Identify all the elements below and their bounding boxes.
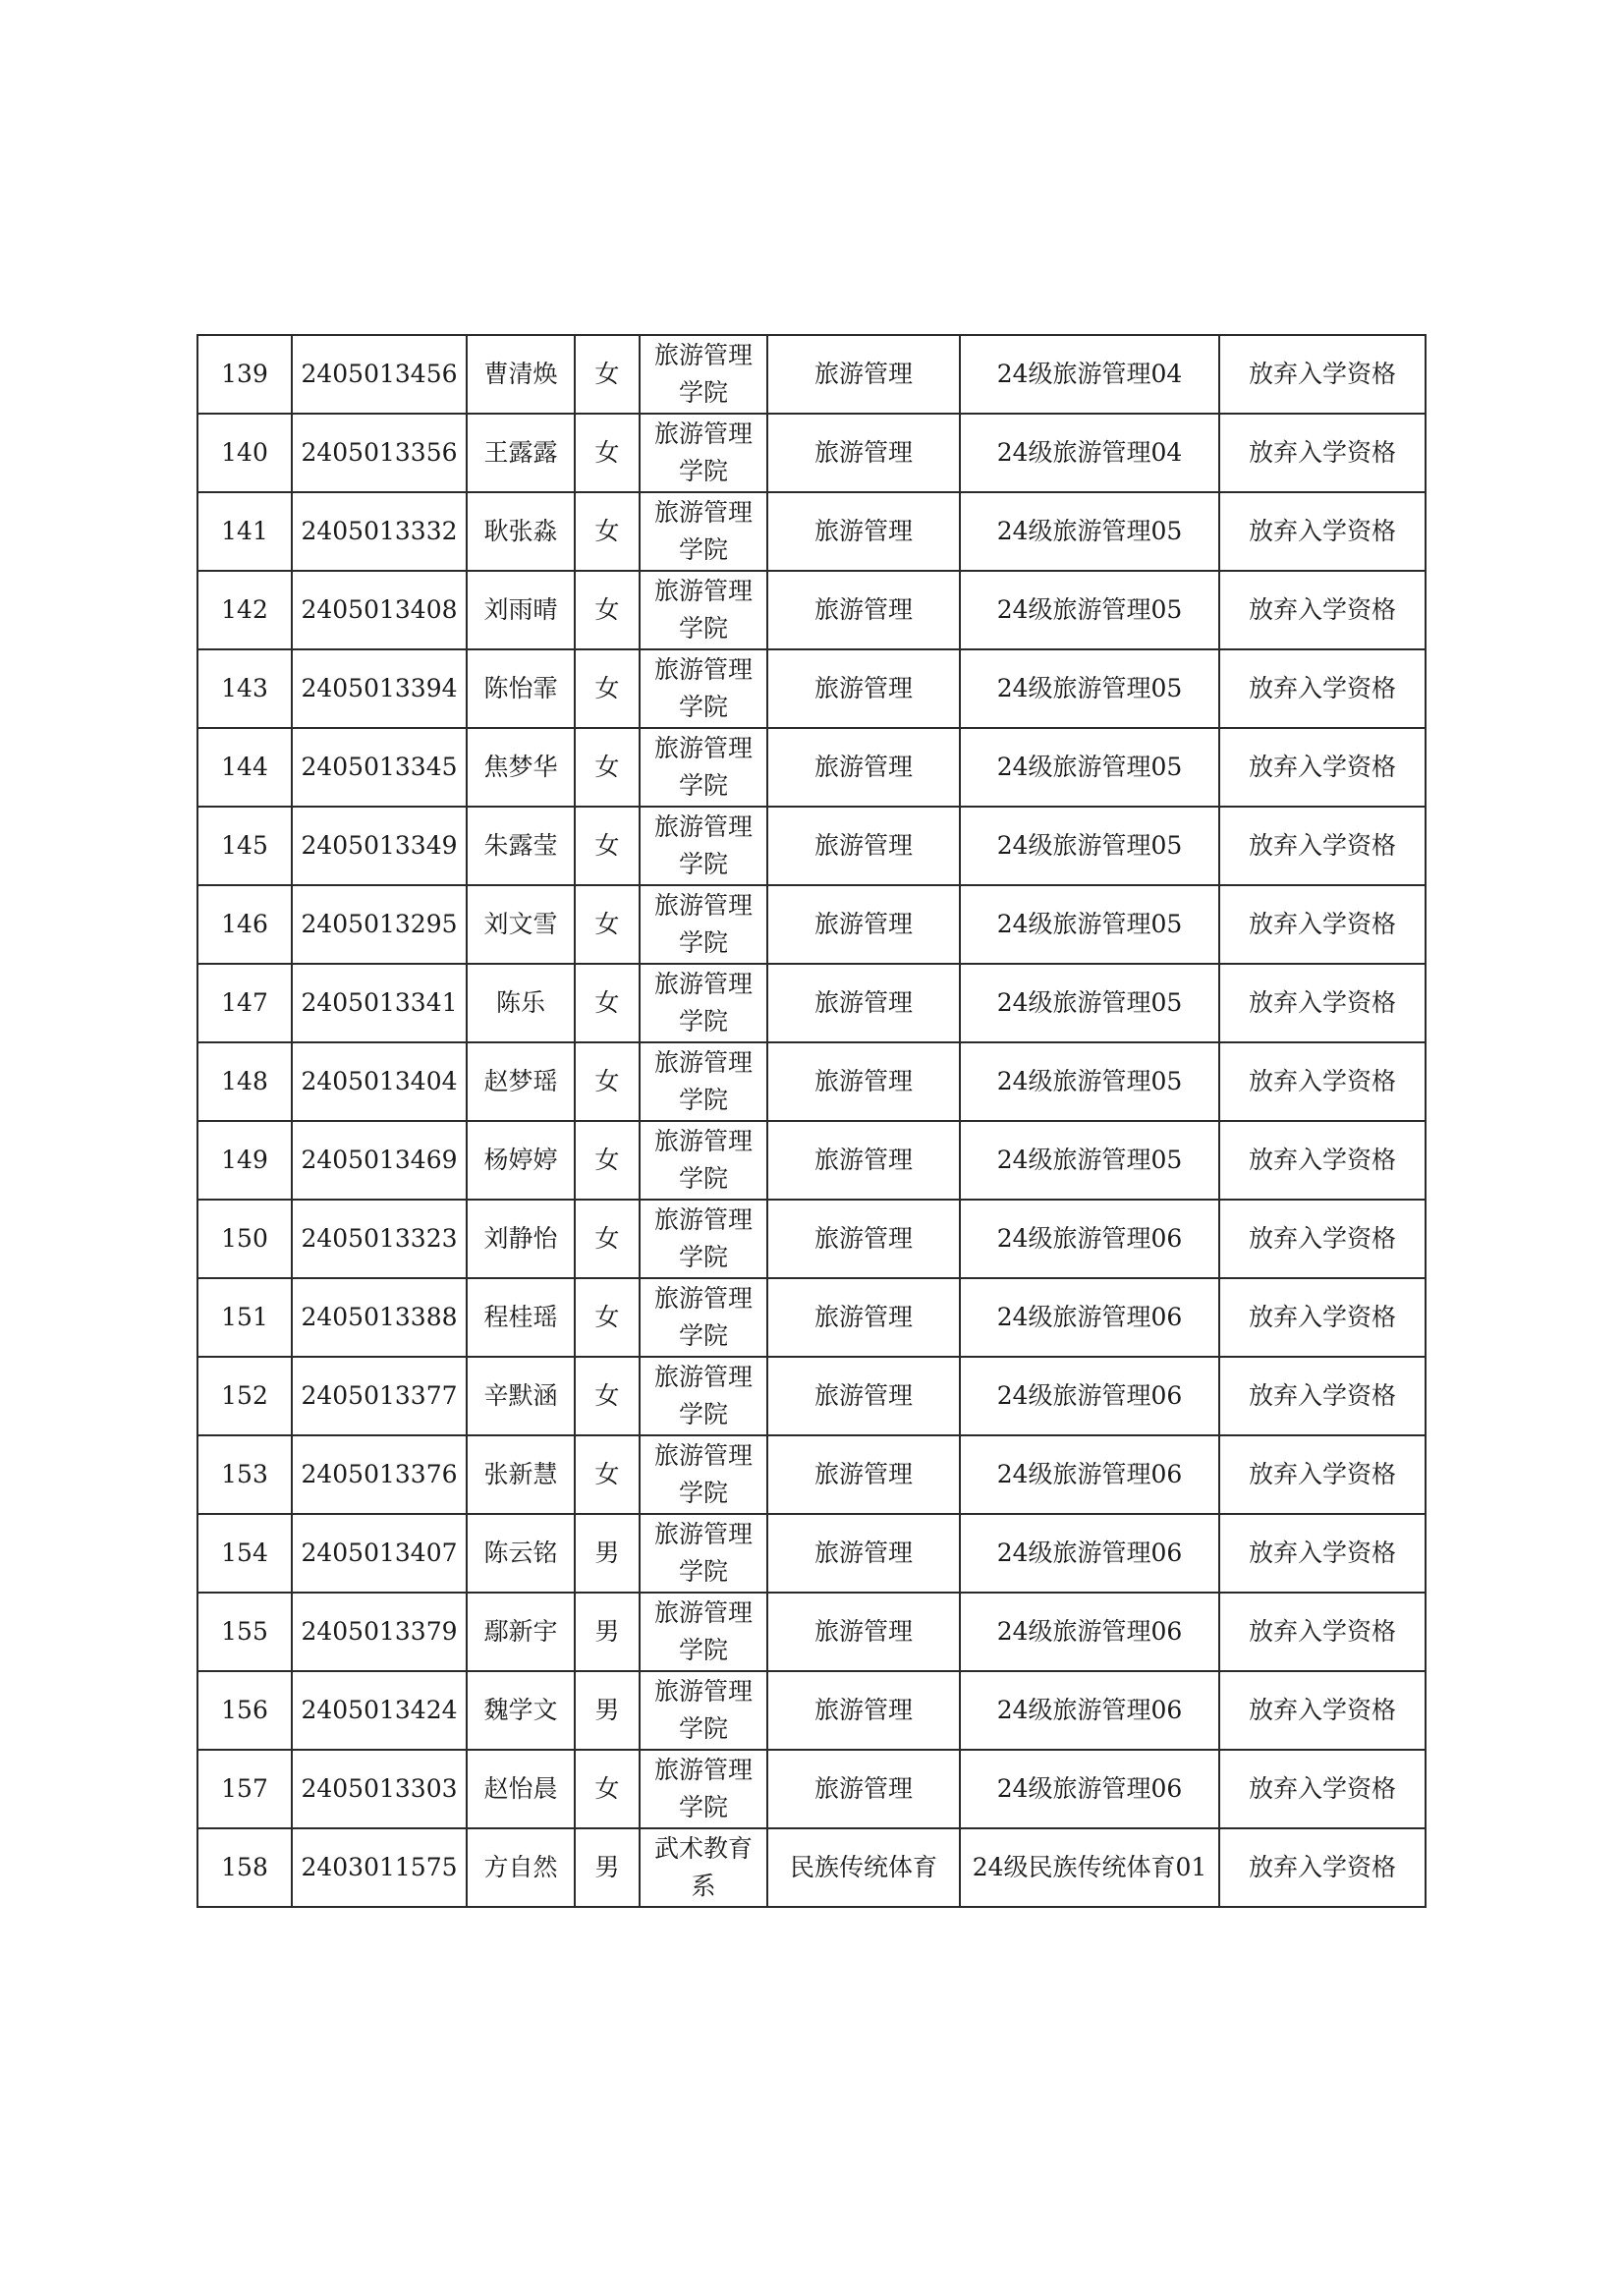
major-cell: 旅游管理 [767,1514,960,1593]
major-cell: 民族传统体育 [767,1828,960,1907]
status-cell: 放弃入学资格 [1219,1121,1426,1200]
class-name-cell: 24级旅游管理05 [960,807,1219,885]
status-cell: 放弃入学资格 [1219,964,1426,1042]
status-cell: 放弃入学资格 [1219,1671,1426,1750]
table-row [197,1435,1426,1514]
department-cell: 旅游管理学院 [640,1200,767,1278]
status-cell: 放弃入学资格 [1219,1593,1426,1671]
major-cell: 旅游管理 [767,1593,960,1671]
gender-cell: 女 [575,649,640,728]
status-cell: 放弃入学资格 [1219,807,1426,885]
table-row [197,728,1426,807]
status-cell: 放弃入学资格 [1219,1357,1426,1435]
row-number-cell: 142 [197,571,292,649]
table-row [197,649,1426,728]
row-number-cell: 153 [197,1435,292,1514]
student-id-cell: 2405013345 [292,728,467,807]
student-name-cell: 魏学文 [467,1671,575,1750]
student-id-cell: 2405013424 [292,1671,467,1750]
major-cell: 旅游管理 [767,492,960,571]
department-cell: 旅游管理学院 [640,1121,767,1200]
class-name-cell: 24级旅游管理05 [960,649,1219,728]
roster-body [197,335,1426,1907]
student-name-cell: 张新慧 [467,1435,575,1514]
row-number-cell: 155 [197,1593,292,1671]
gender-cell: 女 [575,1042,640,1121]
table-row [197,1357,1426,1435]
row-number-cell: 154 [197,1514,292,1593]
student-name-cell: 刘文雪 [467,885,575,964]
student-id-cell: 2405013295 [292,885,467,964]
table-row [197,964,1426,1042]
student-name-cell: 耿张淼 [467,492,575,571]
student-name-cell: 王露露 [467,414,575,492]
major-cell: 旅游管理 [767,1042,960,1121]
table-row [197,335,1426,414]
table-row [197,1042,1426,1121]
major-cell: 旅游管理 [767,1200,960,1278]
status-cell: 放弃入学资格 [1219,335,1426,414]
row-number-cell: 151 [197,1278,292,1357]
department-cell: 旅游管理学院 [640,1278,767,1357]
major-cell: 旅游管理 [767,335,960,414]
student-name-cell: 陈怡霏 [467,649,575,728]
status-cell: 放弃入学资格 [1219,1435,1426,1514]
department-cell: 旅游管理学院 [640,1593,767,1671]
department-cell: 旅游管理学院 [640,885,767,964]
major-cell: 旅游管理 [767,1357,960,1435]
student-id-cell: 2405013394 [292,649,467,728]
table-row [197,1828,1426,1907]
status-cell: 放弃入学资格 [1219,649,1426,728]
status-cell: 放弃入学资格 [1219,1278,1426,1357]
class-name-cell: 24级旅游管理06 [960,1200,1219,1278]
gender-cell: 女 [575,1750,640,1828]
row-number-cell: 140 [197,414,292,492]
class-name-cell: 24级旅游管理06 [960,1357,1219,1435]
department-cell: 旅游管理学院 [640,728,767,807]
student-id-cell: 2405013404 [292,1042,467,1121]
student-id-cell: 2405013303 [292,1750,467,1828]
gender-cell: 女 [575,1278,640,1357]
student-id-cell: 2405013341 [292,964,467,1042]
gender-cell: 女 [575,335,640,414]
status-cell: 放弃入学资格 [1219,492,1426,571]
status-cell: 放弃入学资格 [1219,1514,1426,1593]
class-name-cell: 24级旅游管理05 [960,1042,1219,1121]
status-cell: 放弃入学资格 [1219,728,1426,807]
table-row [197,492,1426,571]
table-row [197,1593,1426,1671]
major-cell: 旅游管理 [767,649,960,728]
student-id-cell: 2405013377 [292,1357,467,1435]
class-name-cell: 24级旅游管理06 [960,1514,1219,1593]
department-cell: 旅游管理学院 [640,1514,767,1593]
table-row [197,807,1426,885]
status-cell: 放弃入学资格 [1219,571,1426,649]
class-name-cell: 24级旅游管理06 [960,1750,1219,1828]
row-number-cell: 144 [197,728,292,807]
student-name-cell: 杨婷婷 [467,1121,575,1200]
student-name-cell: 方自然 [467,1828,575,1907]
table-row [197,1514,1426,1593]
gender-cell: 女 [575,414,640,492]
row-number-cell: 152 [197,1357,292,1435]
status-cell: 放弃入学资格 [1219,885,1426,964]
gender-cell: 女 [575,964,640,1042]
gender-cell: 男 [575,1593,640,1671]
department-cell: 旅游管理学院 [640,1435,767,1514]
department-cell: 旅游管理学院 [640,1750,767,1828]
student-id-cell: 2405013388 [292,1278,467,1357]
row-number-cell: 148 [197,1042,292,1121]
row-number-cell: 158 [197,1828,292,1907]
student-name-cell: 辛默涵 [467,1357,575,1435]
row-number-cell: 139 [197,335,292,414]
student-id-cell: 2405013323 [292,1200,467,1278]
student-name-cell: 鄢新宇 [467,1593,575,1671]
major-cell: 旅游管理 [767,1435,960,1514]
gender-cell: 女 [575,492,640,571]
student-id-cell: 2405013469 [292,1121,467,1200]
status-cell: 放弃入学资格 [1219,1042,1426,1121]
class-name-cell: 24级旅游管理06 [960,1278,1219,1357]
gender-cell: 男 [575,1514,640,1593]
major-cell: 旅游管理 [767,1121,960,1200]
class-name-cell: 24级旅游管理06 [960,1671,1219,1750]
major-cell: 旅游管理 [767,414,960,492]
student-id-cell: 2405013349 [292,807,467,885]
major-cell: 旅游管理 [767,807,960,885]
status-cell: 放弃入学资格 [1219,414,1426,492]
status-cell: 放弃入学资格 [1219,1200,1426,1278]
department-cell: 旅游管理学院 [640,571,767,649]
class-name-cell: 24级旅游管理04 [960,335,1219,414]
student-name-cell: 朱露莹 [467,807,575,885]
department-cell: 武术教育系 [640,1828,767,1907]
class-name-cell: 24级旅游管理05 [960,571,1219,649]
student-id-cell: 2405013408 [292,571,467,649]
gender-cell: 男 [575,1671,640,1750]
class-name-cell: 24级旅游管理04 [960,414,1219,492]
gender-cell: 女 [575,1357,640,1435]
class-name-cell: 24级旅游管理05 [960,964,1219,1042]
class-name-cell: 24级旅游管理06 [960,1593,1219,1671]
gender-cell: 女 [575,571,640,649]
class-name-cell: 24级旅游管理06 [960,1435,1219,1514]
department-cell: 旅游管理学院 [640,1042,767,1121]
department-cell: 旅游管理学院 [640,964,767,1042]
gender-cell: 女 [575,807,640,885]
student-id-cell: 2403011575 [292,1828,467,1907]
gender-cell: 男 [575,1828,640,1907]
row-number-cell: 147 [197,964,292,1042]
table-row [197,1750,1426,1828]
major-cell: 旅游管理 [767,571,960,649]
student-id-cell: 2405013379 [292,1593,467,1671]
gender-cell: 女 [575,728,640,807]
student-id-cell: 2405013456 [292,335,467,414]
student-name-cell: 赵梦瑶 [467,1042,575,1121]
table-row [197,571,1426,649]
gender-cell: 女 [575,1435,640,1514]
student-name-cell: 程桂瑶 [467,1278,575,1357]
table-row [197,885,1426,964]
major-cell: 旅游管理 [767,885,960,964]
row-number-cell: 156 [197,1671,292,1750]
major-cell: 旅游管理 [767,728,960,807]
gender-cell: 女 [575,1200,640,1278]
row-number-cell: 149 [197,1121,292,1200]
gender-cell: 女 [575,1121,640,1200]
row-number-cell: 150 [197,1200,292,1278]
major-cell: 旅游管理 [767,1750,960,1828]
student-id-cell: 2405013407 [292,1514,467,1593]
class-name-cell: 24级旅游管理05 [960,885,1219,964]
class-name-cell: 24级旅游管理05 [960,728,1219,807]
status-cell: 放弃入学资格 [1219,1828,1426,1907]
student-id-cell: 2405013332 [292,492,467,571]
student-name-cell: 刘雨晴 [467,571,575,649]
student-name-cell: 陈乐 [467,964,575,1042]
department-cell: 旅游管理学院 [640,1357,767,1435]
department-cell: 旅游管理学院 [640,807,767,885]
row-number-cell: 143 [197,649,292,728]
table-row [197,1671,1426,1750]
gender-cell: 女 [575,885,640,964]
student-name-cell: 刘静怡 [467,1200,575,1278]
class-name-cell: 24级旅游管理05 [960,492,1219,571]
row-number-cell: 145 [197,807,292,885]
student-name-cell: 焦梦华 [467,728,575,807]
status-cell: 放弃入学资格 [1219,1750,1426,1828]
class-name-cell: 24级旅游管理05 [960,1121,1219,1200]
student-id-cell: 2405013376 [292,1435,467,1514]
major-cell: 旅游管理 [767,964,960,1042]
table-row [197,1121,1426,1200]
row-number-cell: 141 [197,492,292,571]
student-name-cell: 陈云铭 [467,1514,575,1593]
student-name-cell: 曹清焕 [467,335,575,414]
student-roster-table [196,334,1427,1908]
class-name-cell: 24级民族传统体育01 [960,1828,1219,1907]
table-row [197,1200,1426,1278]
department-cell: 旅游管理学院 [640,649,767,728]
student-name-cell: 赵怡晨 [467,1750,575,1828]
row-number-cell: 157 [197,1750,292,1828]
department-cell: 旅游管理学院 [640,335,767,414]
major-cell: 旅游管理 [767,1671,960,1750]
department-cell: 旅游管理学院 [640,414,767,492]
department-cell: 旅游管理学院 [640,492,767,571]
table-row [197,1278,1426,1357]
row-number-cell: 146 [197,885,292,964]
student-id-cell: 2405013356 [292,414,467,492]
department-cell: 旅游管理学院 [640,1671,767,1750]
major-cell: 旅游管理 [767,1278,960,1357]
table-row [197,414,1426,492]
